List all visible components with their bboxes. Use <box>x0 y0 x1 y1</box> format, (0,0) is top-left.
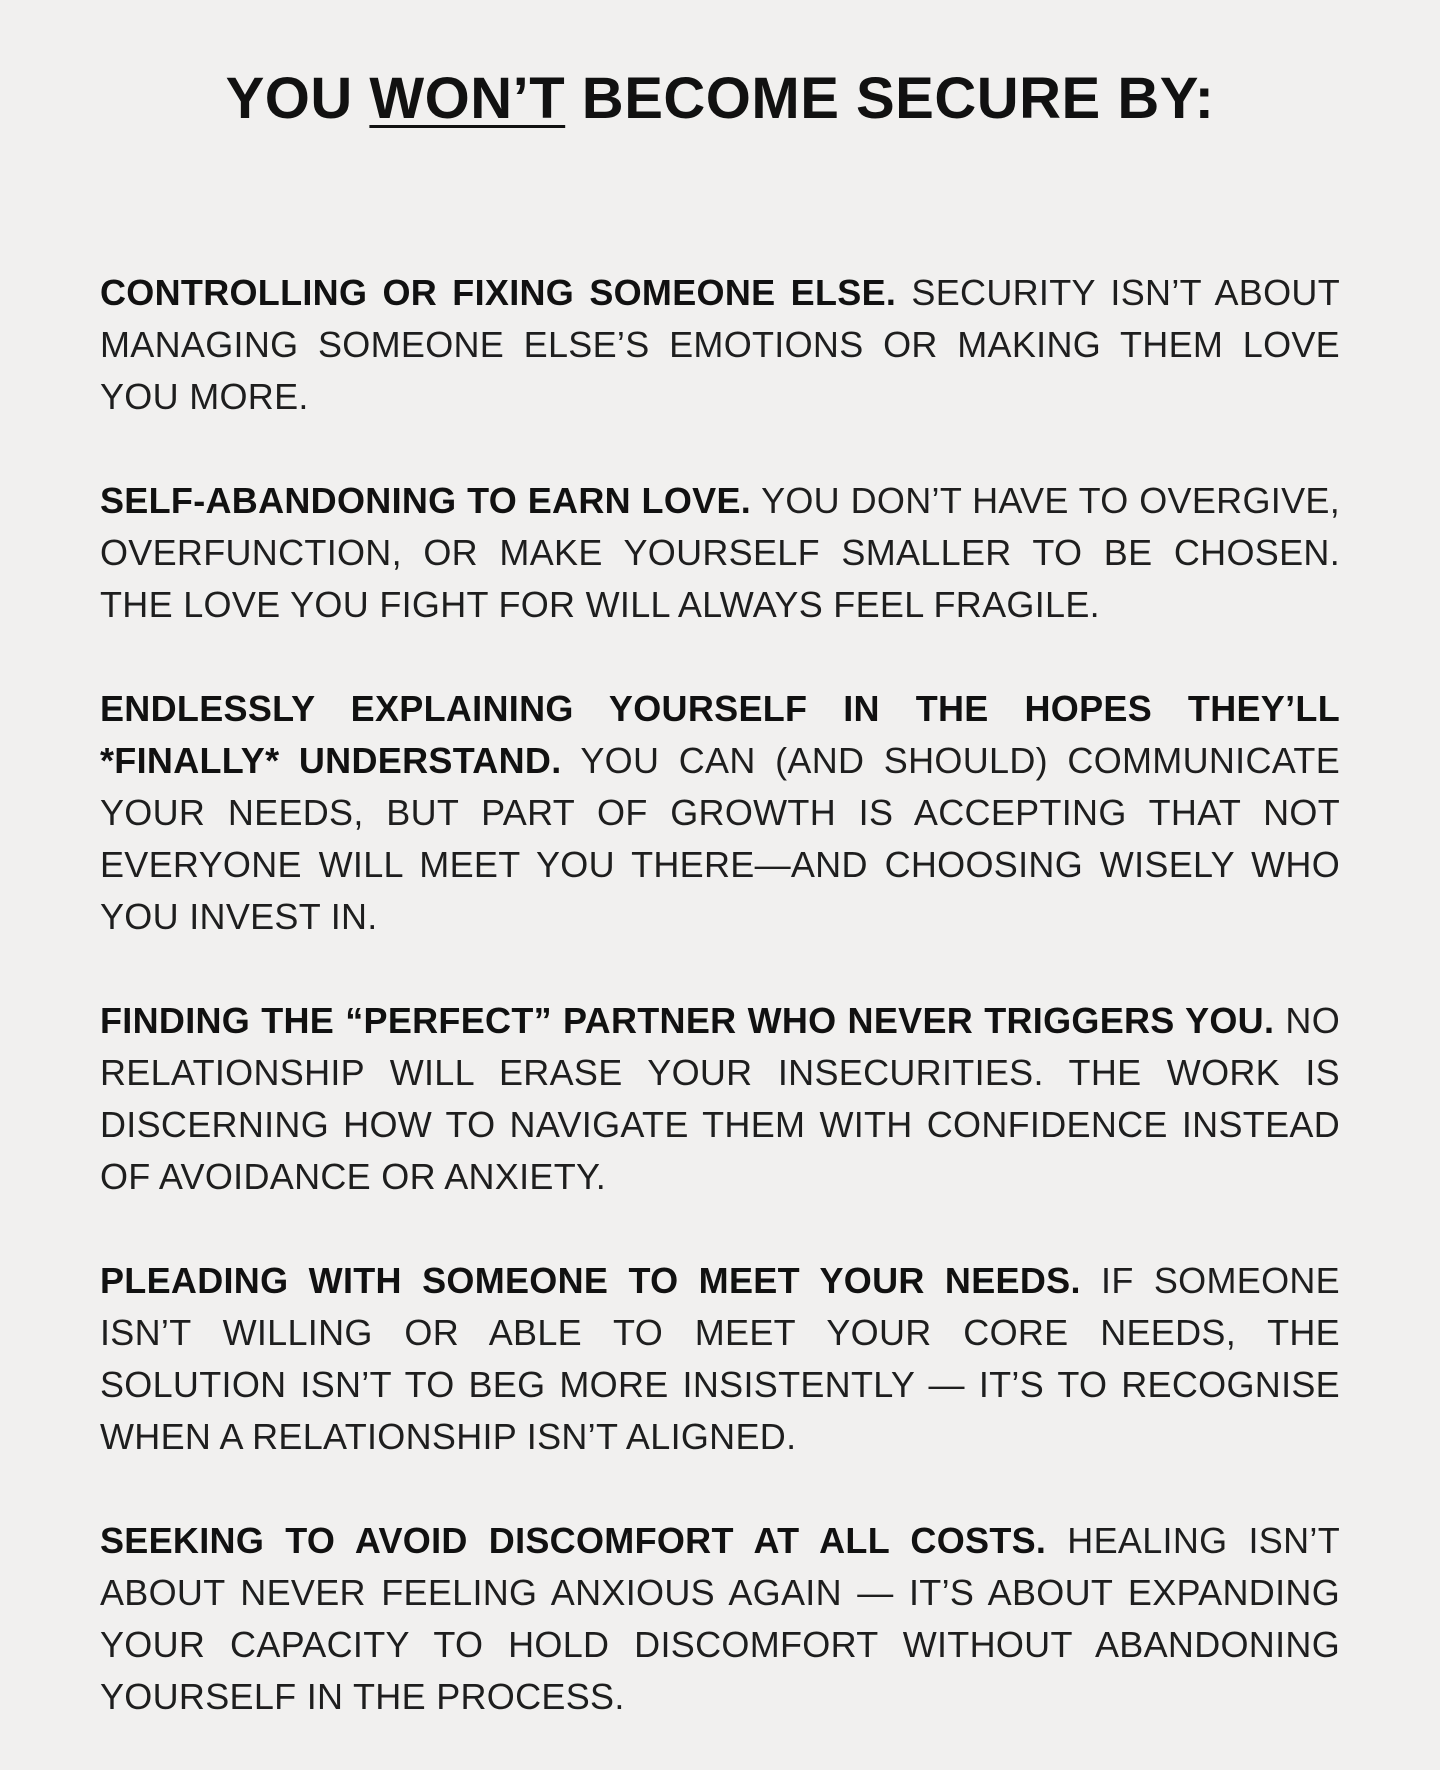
title-part-2: BECOME SECURE BY: <box>565 66 1215 131</box>
list-item <box>100 267 1340 423</box>
item-heading: SEEKING TO AVOID DISCOMFORT AT ALL COSTS. <box>100 1520 1047 1561</box>
item-list <box>100 267 1340 1723</box>
list-item <box>100 475 1340 631</box>
item-spacer <box>100 1203 1340 1255</box>
list-item <box>100 1255 1340 1463</box>
item-body: NO RELATIONSHIP WILL ERASE YOUR INSECURITIES. THE WORK IS DISCERNING HOW TO NAVIGATE THEM WITH CONFIDENCE INSTEAD OF AVOIDANCE OR ANXIETY. <box>100 1000 1340 1197</box>
list-item <box>100 1515 1340 1723</box>
item-heading: SELF-ABANDONING TO EARN LOVE. <box>100 480 752 521</box>
item-spacer <box>100 423 1340 475</box>
item-body: YOU DON’T HAVE TO OVERGIVE, OVERFUNCTION, OR MAKE YOURSELF SMALLER TO BE CHOSEN. THE LOVE YOU FIGHT FOR WILL ALWAYS FEEL FRAGILE. <box>100 480 1340 625</box>
page-title <box>100 0 1340 135</box>
list-item <box>100 995 1340 1203</box>
item-heading: ENDLESSLY EXPLAINING YOURSELF IN THE HOPES THEY’LL *FINALLY* UNDERSTAND. <box>100 688 1340 781</box>
title-emphasis: WON’T <box>369 66 566 131</box>
item-spacer <box>100 943 1340 995</box>
item-body: HEALING ISN’T ABOUT NEVER FEELING ANXIOUS AGAIN — IT’S ABOUT EXPANDING YOUR CAPACITY TO HOLD DISCOMFORT WITHOUT ABANDONING YOURSELF IN THE PROCESS. <box>100 1520 1340 1717</box>
item-body: SECURITY ISN’T ABOUT MANAGING SOMEONE ELSE’S EMOTIONS OR MAKING THEM LOVE YOU MORE. <box>100 272 1340 417</box>
item-spacer <box>100 631 1340 683</box>
item-heading: CONTROLLING OR FIXING SOMEONE ELSE. <box>100 272 897 313</box>
item-body: YOU CAN (AND SHOULD) COMMUNICATE YOUR NEEDS, BUT PART OF GROWTH IS ACCEPTING THAT NOT EVERYONE WILL MEET YOU THERE—AND CHOOSING WISELY WHO YOU INVEST IN. <box>100 740 1340 937</box>
item-heading: PLEADING WITH SOMEONE TO MEET YOUR NEEDS. <box>100 1260 1081 1301</box>
title-part-1: YOU <box>225 66 370 131</box>
item-heading: FINDING THE “PERFECT” PARTNER WHO NEVER TRIGGERS YOU. <box>100 1000 1275 1041</box>
list-item <box>100 683 1340 943</box>
item-spacer <box>100 1463 1340 1515</box>
item-body: IF SOMEONE ISN’T WILLING OR ABLE TO MEET YOUR CORE NEEDS, THE SOLUTION ISN’T TO BEG MORE INSISTENTLY — IT’S TO RECOGNISE WHEN A RELATIONSHIP ISN’T ALIGNED. <box>100 1260 1340 1457</box>
